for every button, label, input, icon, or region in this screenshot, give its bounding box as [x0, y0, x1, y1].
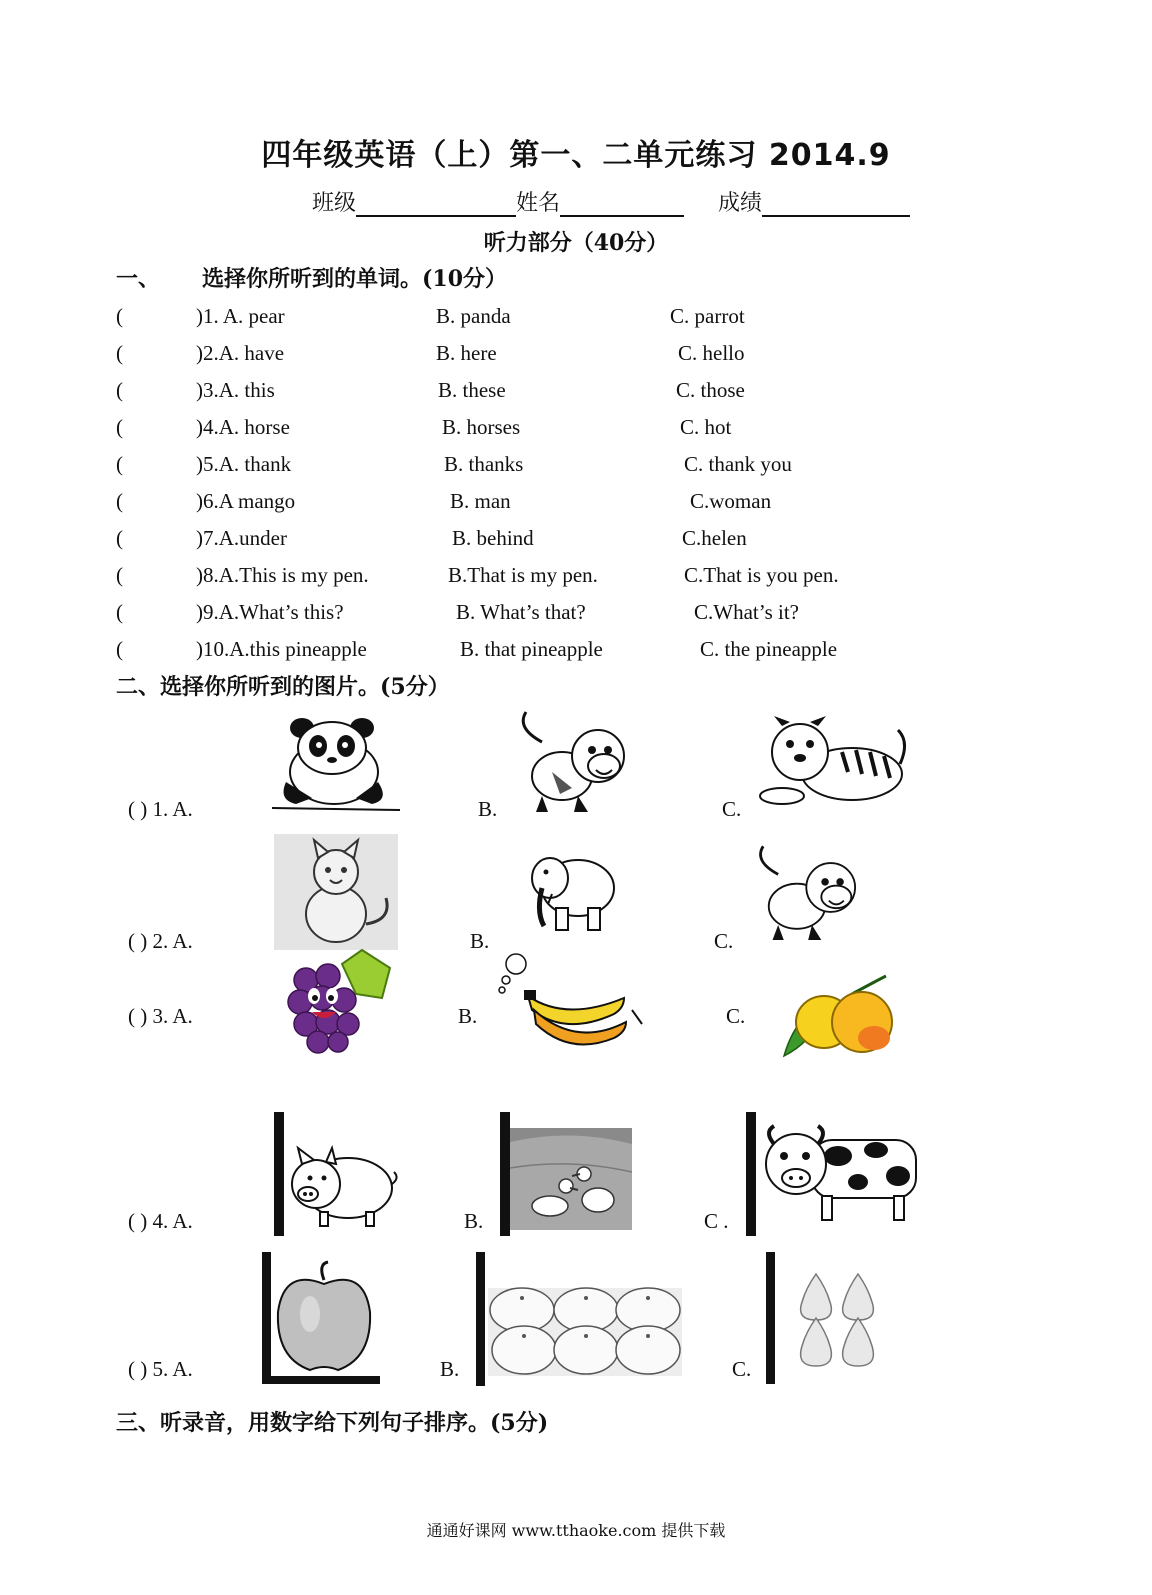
question-paren: ( — [116, 378, 123, 402]
question-paren: ( — [116, 415, 123, 439]
question-option-c: C. the pineapple — [700, 637, 838, 661]
question-paren: ( — [116, 452, 123, 476]
question-paren: ( — [116, 637, 123, 661]
picture-question-number: ( ) 4. A. — [128, 1209, 193, 1233]
apple-picture — [274, 1260, 374, 1372]
picture-frame-bar — [746, 1112, 756, 1236]
question-option-c: C. hot — [680, 415, 732, 439]
question-option-a: )9.A.What’s this? — [196, 600, 344, 624]
question-option-b: B. these — [438, 378, 506, 402]
picture-option-c-label: C. — [732, 1357, 752, 1381]
score-blank — [762, 193, 910, 217]
picture-frame-bar — [262, 1252, 271, 1384]
question-paren: ( — [116, 600, 123, 624]
elephant-picture — [526, 848, 618, 934]
picture-option-c-label: C. — [722, 797, 742, 821]
picture-option-b-label: B. — [478, 797, 498, 821]
page-footer: 通通好课网 www.tthaoke.com 提供下载 — [426, 1521, 726, 1540]
question-option-c: C. parrot — [670, 304, 745, 328]
picture-frame-bar — [274, 1112, 284, 1236]
question-option-c: C. hello — [678, 341, 745, 365]
mangoes-picture — [782, 974, 900, 1060]
question-option-b: B. thanks — [444, 452, 524, 476]
question-paren: ( — [116, 304, 123, 328]
picture-frame-bar — [262, 1376, 380, 1384]
class-blank — [356, 193, 516, 217]
question-option-b: B. What’s that? — [456, 600, 586, 624]
question-option-b: B. man — [450, 489, 511, 513]
question-option-a: )3.A. this — [196, 378, 275, 402]
question-paren: ( — [116, 489, 123, 513]
question-option-b: B.That is my pen. — [448, 563, 598, 587]
monkey-picture — [750, 846, 872, 944]
picture-frame-bar — [476, 1252, 485, 1386]
monkey-picture — [512, 712, 642, 816]
picture-option-c-label: C. — [726, 1004, 746, 1028]
question-option-c: C.That is you pen. — [684, 563, 839, 587]
question-option-b: B. horses — [442, 415, 521, 439]
picture-option-c-label: C. — [714, 929, 734, 953]
question-option-c: C. those — [676, 378, 745, 402]
score-label: 成绩 — [718, 191, 763, 216]
picture-question-number: ( ) 5. A. — [128, 1357, 193, 1381]
question-option-a: )5.A. thank — [196, 452, 292, 476]
section1-number: 一、 — [116, 266, 161, 292]
name-label: 姓名 — [516, 191, 561, 216]
picture-option-b-label: B. — [458, 1004, 478, 1028]
score-field — [718, 186, 910, 217]
question-option-a: )4.A. horse — [196, 415, 290, 439]
section3-heading: 三、听录音，用数字给下列句子排序。(5分) — [116, 1410, 549, 1436]
question-option-a: )7.A.under — [196, 526, 287, 550]
question-option-b: B. behind — [452, 526, 534, 550]
section2-heading: 二、选择你所听到的图片。(5分） — [116, 674, 450, 700]
ducks-picture — [510, 1128, 632, 1230]
question-option-c: C. thank you — [684, 452, 792, 476]
class-field — [312, 186, 684, 217]
pig-picture — [286, 1144, 400, 1228]
question-option-b: B. here — [436, 341, 497, 365]
section1-heading: 选择你所听到的单词。(10分） — [202, 266, 508, 292]
bananas-picture — [496, 952, 646, 1048]
panda-picture — [272, 712, 402, 812]
picture-frame-bar — [766, 1252, 775, 1384]
listening-section-title: 听力部分（40分） — [483, 230, 669, 256]
cow-picture — [758, 1120, 924, 1224]
pears-picture — [794, 1270, 886, 1370]
picture-question-number: ( ) 3. A. — [128, 1004, 193, 1028]
page-title: 四年级英语（上）第一、二单元练习 2014.9 — [261, 138, 891, 173]
question-option-a: )8.A.This is my pen. — [196, 563, 369, 587]
question-paren: ( — [116, 526, 123, 550]
picture-question-number: ( ) 2. A. — [128, 929, 193, 953]
question-option-c: C.What’s it? — [694, 600, 799, 624]
class-label: 班级 — [312, 191, 357, 216]
question-option-a: )10.A.this pineapple — [196, 637, 367, 661]
question-paren: ( — [116, 563, 123, 587]
name-blank — [560, 193, 684, 217]
question-option-c: C.helen — [682, 526, 747, 550]
question-option-a: )1. A. pear — [196, 304, 285, 328]
question-option-a: )6.A mango — [196, 489, 296, 513]
cat-picture — [274, 834, 398, 950]
question-option-b: B. panda — [436, 304, 511, 328]
grapes-picture — [286, 946, 394, 1054]
picture-option-b-label: B. — [470, 929, 490, 953]
tiger-picture — [752, 712, 908, 812]
picture-frame-bar — [500, 1112, 510, 1236]
question-option-a: )2.A. have — [196, 341, 285, 365]
question-paren: ( — [116, 341, 123, 365]
picture-option-b-label: B. — [440, 1357, 460, 1381]
oranges-picture — [488, 1288, 682, 1376]
picture-option-c-label: C . — [704, 1209, 729, 1233]
question-option-b: B. that pineapple — [460, 637, 603, 661]
picture-option-b-label: B. — [464, 1209, 484, 1233]
picture-question-number: ( ) 1. A. — [128, 797, 193, 821]
question-option-c: C.woman — [690, 489, 772, 513]
